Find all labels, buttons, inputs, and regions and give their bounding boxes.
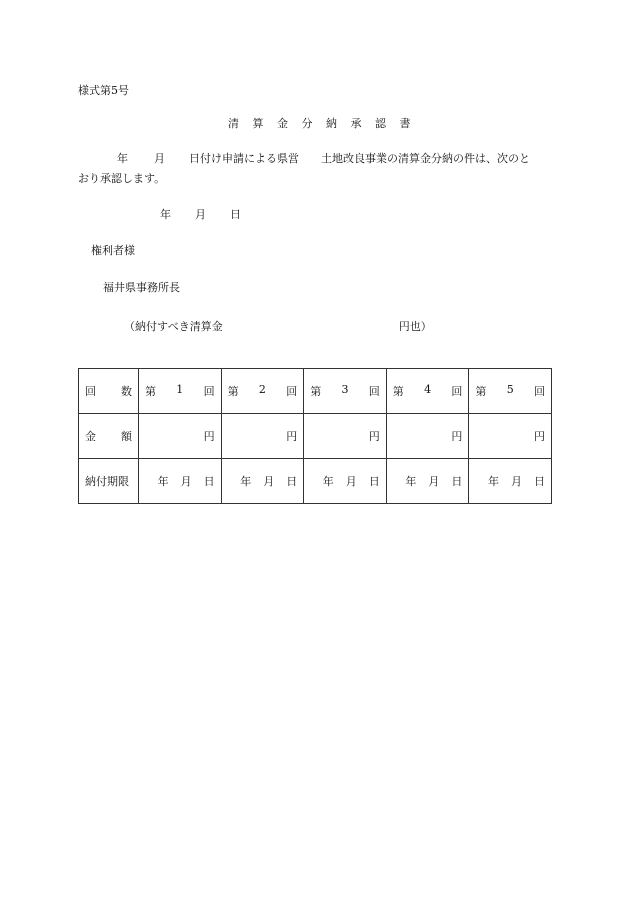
document-title: 清 算 金 分 納 承 認 書 <box>228 117 415 130</box>
due-day: 日 <box>368 475 380 488</box>
row-header-amount-2: 額 <box>121 430 132 443</box>
inst-prefix: 第 <box>227 385 239 398</box>
inst-suffix: 回 <box>286 385 298 398</box>
due-year: 年 <box>322 475 334 488</box>
date-year: 年 <box>160 208 171 221</box>
due-cell-5 <box>469 459 552 504</box>
amount-cell-2 <box>221 414 304 459</box>
amount-cell-1 <box>139 414 222 459</box>
row-header-amount-1: 金 <box>85 430 96 443</box>
row-header-count <box>79 369 139 414</box>
body-month-label: 月 <box>154 152 165 165</box>
installment-1 <box>139 369 222 414</box>
inst-number: 2 <box>258 383 266 396</box>
inst-number: 5 <box>506 383 514 396</box>
amount-cell-3 <box>304 414 387 459</box>
inst-prefix: 第 <box>145 385 156 398</box>
amount-cell-5 <box>469 414 552 459</box>
addressee: 権利者様 <box>91 244 135 257</box>
due-month: 月 <box>511 475 522 488</box>
amount-cell-4 <box>386 414 469 459</box>
due-cell-4 <box>386 459 469 504</box>
due-year: 年 <box>240 475 252 488</box>
currency-label: 円 <box>286 430 298 443</box>
due-year: 年 <box>488 475 499 488</box>
inst-suffix: 回 <box>534 385 545 398</box>
date-month: 月 <box>195 208 206 221</box>
table-row-due <box>79 459 552 504</box>
currency-label: 円 <box>368 430 380 443</box>
due-year: 年 <box>405 475 417 488</box>
row-header-due-label: 納付期限 <box>85 475 129 488</box>
currency-label: 円 <box>534 430 545 443</box>
amount-prefix: （納付すべき清算金 <box>124 320 223 333</box>
due-cell-3 <box>304 459 387 504</box>
table-row-count <box>79 369 552 414</box>
row-header-count-2: 数 <box>121 385 132 398</box>
installment-3 <box>304 369 387 414</box>
inst-number: 4 <box>424 383 432 396</box>
due-month: 月 <box>180 475 192 488</box>
due-month: 月 <box>428 475 440 488</box>
inst-suffix: 回 <box>368 385 380 398</box>
installment-5 <box>469 369 552 414</box>
body-text-line1 <box>117 150 530 166</box>
currency-label: 円 <box>451 430 463 443</box>
installment-table <box>78 368 552 504</box>
form-number: 様式第5号 <box>78 84 129 97</box>
amount-suffix: 円也） <box>398 320 432 333</box>
due-month: 月 <box>345 475 357 488</box>
installment-2 <box>221 369 304 414</box>
due-month: 月 <box>263 475 275 488</box>
due-day: 日 <box>203 475 215 488</box>
date-day: 日 <box>230 208 241 221</box>
inst-prefix: 第 <box>310 385 322 398</box>
inst-suffix: 回 <box>203 385 215 398</box>
inst-suffix: 回 <box>451 385 463 398</box>
installment-4 <box>386 369 469 414</box>
amount-line <box>124 318 432 334</box>
currency-label: 円 <box>203 430 215 443</box>
body-main-text: 日付け申請による県営 土地改良事業の清算金分納の件は、次のと <box>189 152 530 165</box>
inst-prefix: 第 <box>392 385 404 398</box>
due-year: 年 <box>157 475 169 488</box>
inst-prefix: 第 <box>475 385 487 398</box>
due-day: 日 <box>286 475 298 488</box>
issuer: 福井県事務所長 <box>103 281 180 294</box>
due-day: 日 <box>451 475 463 488</box>
inst-number: 1 <box>176 383 184 396</box>
inst-number: 3 <box>341 383 349 396</box>
due-cell-1 <box>139 459 222 504</box>
body-text-line2: おり承認します。 <box>78 172 166 185</box>
body-year-label: 年 <box>117 152 128 165</box>
row-header-due <box>79 459 139 504</box>
row-header-count-1: 回 <box>85 385 96 398</box>
due-cell-2 <box>221 459 304 504</box>
due-day: 日 <box>534 475 545 488</box>
row-header-amount <box>79 414 139 459</box>
table-row-amount <box>79 414 552 459</box>
issue-date <box>160 206 241 222</box>
